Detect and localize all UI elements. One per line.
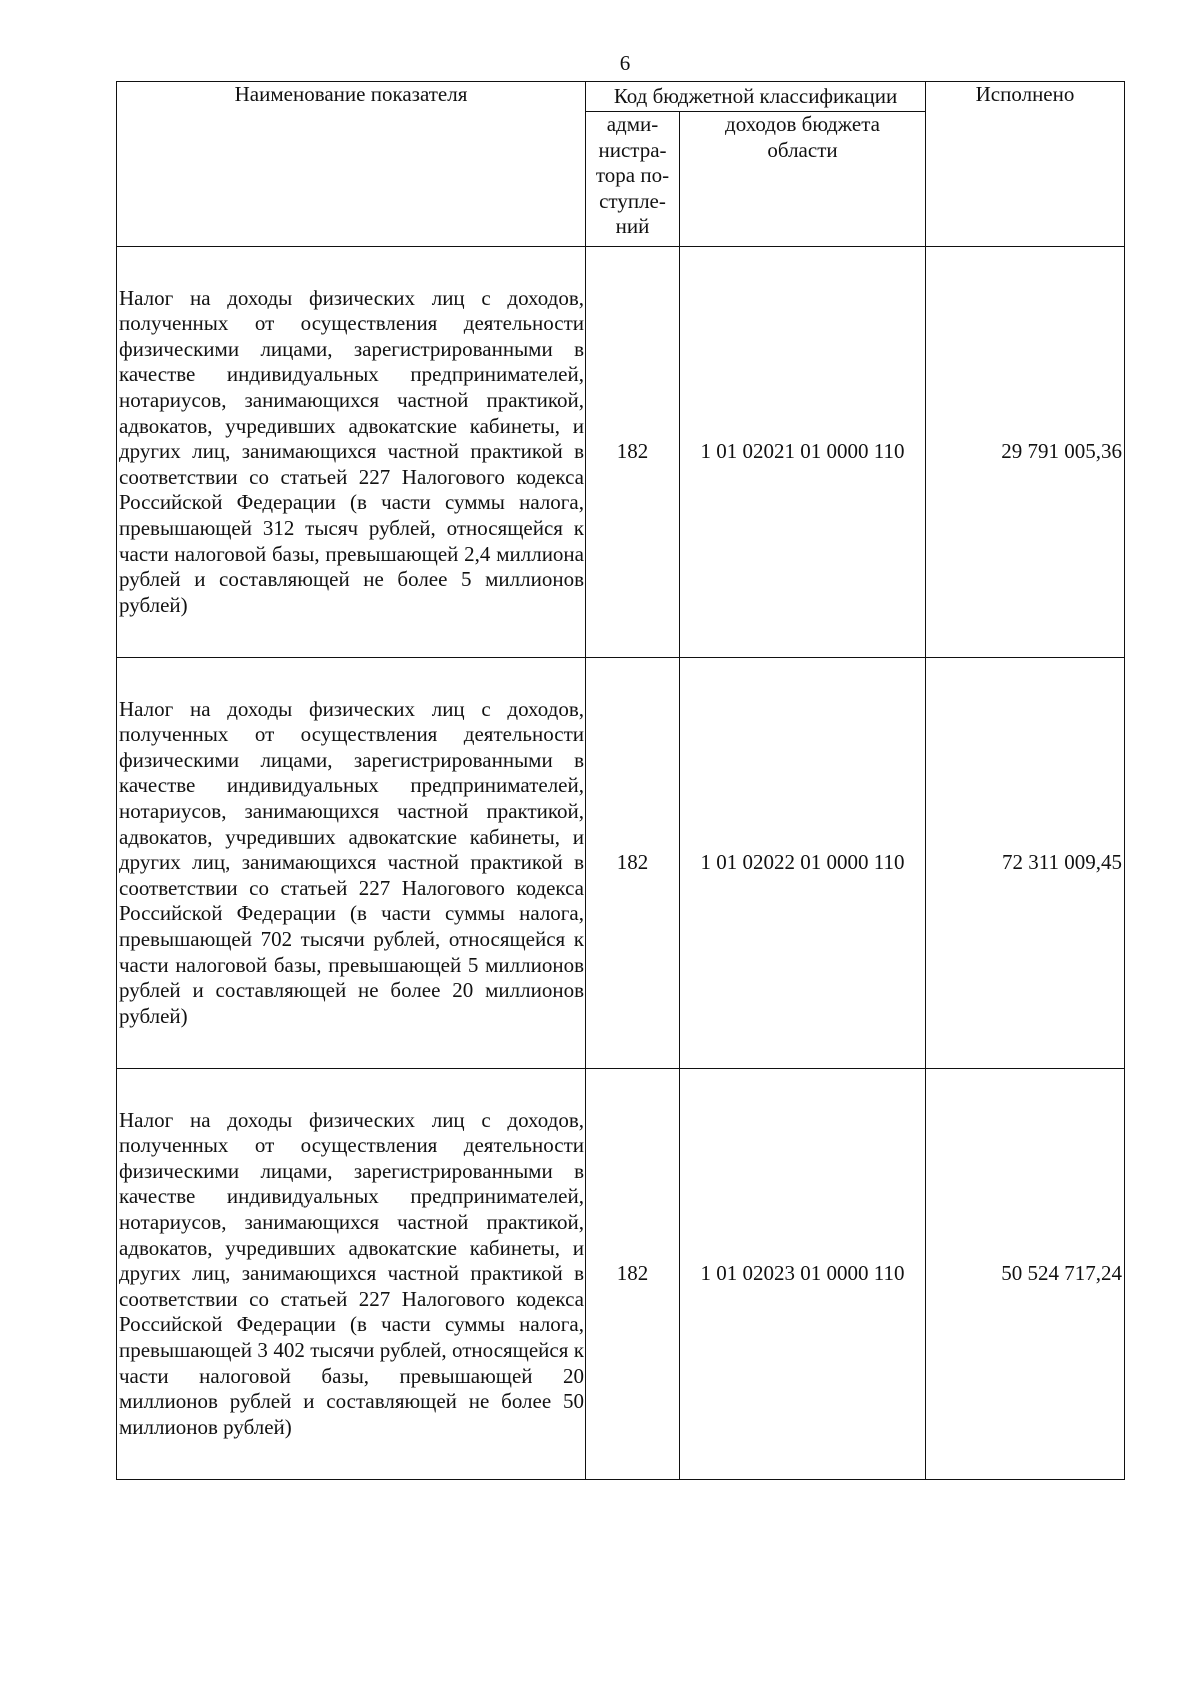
budget-table	[116, 81, 1125, 1480]
row-budget-code: 1 01 02023 01 0000 110	[680, 1069, 926, 1480]
header-regional-budget-revenue	[680, 112, 926, 247]
header-regional-budget-revenue-text: доходов бюджета области	[725, 112, 880, 162]
header-budget-classification-code: Код бюджетной классификации	[586, 82, 926, 112]
page-number: 6	[619, 51, 631, 75]
row-indicator-name: Налог на доходы физических лиц с доходов, полученных от осуществления деятельности физическими лицами, зарегистрированными в качестве индивидуальных предпринимателей, нотариусов, занимающихся частной практикой, адвокатов, учредивших адвокатские кабинеты, и других лиц, занимающихся частной практикой в соответствии со статьей 227 Налогового кодекса Российской Федерации (в части суммы налога, превышающей 3 402 тысячи рублей, относящейся к части налоговой базы, превышающей 20 миллионов рублей и составляющей не более 50 миллионов рублей)	[117, 1069, 586, 1480]
header-revenue-administrator	[586, 112, 680, 247]
header-row	[117, 82, 1125, 112]
header-revenue-administrator-text: адми- нистра- тора по- ступле- ний	[595, 112, 670, 239]
row-budget-code: 1 01 02022 01 0000 110	[680, 658, 926, 1069]
table-row	[117, 1069, 1125, 1480]
row-administrator-code: 182	[586, 247, 680, 658]
header-executed: Исполнено	[926, 82, 1125, 247]
table-row	[117, 658, 1125, 1069]
row-executed-amount: 50 524 717,24	[926, 1069, 1125, 1480]
row-administrator-code: 182	[586, 658, 680, 1069]
row-indicator-name: Налог на доходы физических лиц с доходов, полученных от осуществления деятельности физическими лицами, зарегистрированными в качестве индивидуальных предпринимателей, нотариусов, занимающихся частной практикой, адвокатов, учредивших адвокатские кабинеты, и других лиц, занимающихся частной практикой в соответствии со статьей 227 Налогового кодекса Российской Федерации (в части суммы налога, превышающей 312 тысяч рублей, относящейся к части налоговой базы, превышающей 2,4 миллиона рублей и составляющей не более 5 миллионов рублей)	[117, 247, 586, 658]
row-executed-amount: 29 791 005,36	[926, 247, 1125, 658]
table-row	[117, 247, 1125, 658]
row-indicator-name: Налог на доходы физических лиц с доходов, полученных от осуществления деятельности физическими лицами, зарегистрированными в качестве индивидуальных предпринимателей, нотариусов, занимающихся частной практикой, адвокатов, учредивших адвокатские кабинеты, и других лиц, занимающихся частной практикой в соответствии со статьей 227 Налогового кодекса Российской Федерации (в части суммы налога, превышающей 702 тысячи рублей, относящейся к части налоговой базы, превышающей 5 миллионов рублей и составляющей не более 20 миллионов рублей)	[117, 658, 586, 1069]
row-budget-code: 1 01 02021 01 0000 110	[680, 247, 926, 658]
row-executed-amount: 72 311 009,45	[926, 658, 1125, 1069]
row-administrator-code: 182	[586, 1069, 680, 1480]
header-indicator-name: Наименование показателя	[117, 82, 586, 247]
